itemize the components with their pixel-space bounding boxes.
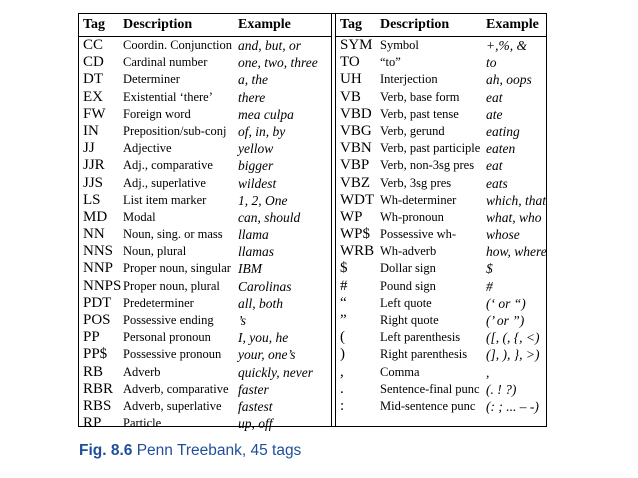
tag-cell: WRB: [340, 243, 375, 260]
tag-cell: VB: [340, 88, 361, 105]
example-cell: yellow: [238, 141, 274, 157]
description-cell: Predeterminer: [123, 295, 194, 310]
example-cell: (: ; ... – -): [486, 398, 539, 414]
table-right-half: [335, 14, 546, 426]
tag-cell: UH: [340, 71, 362, 88]
tag-cell: PP$: [83, 346, 108, 363]
tag-cell: PDT: [83, 294, 112, 311]
caption-label: Fig. 8.6: [79, 442, 133, 459]
example-cell: and, but, or: [238, 38, 302, 53]
example-cell: how, where: [486, 244, 547, 260]
header-tag: Tag: [340, 17, 363, 32]
table-row: [79, 295, 331, 312]
example-cell: a, the: [238, 72, 268, 88]
example-cell: ,: [486, 364, 490, 380]
table-row: [336, 140, 546, 157]
description-cell: Left quote: [380, 295, 432, 310]
tag-cell: ”: [340, 312, 347, 328]
description-cell: Noun, sing. or mass: [123, 227, 223, 242]
table-row: [79, 209, 331, 226]
description-cell: Adjective: [123, 141, 172, 156]
table-row: [79, 398, 331, 415]
example-cell: llamas: [238, 244, 275, 260]
description-cell: Verb, past tense: [380, 106, 459, 121]
example-cell: one, two, three: [238, 55, 318, 71]
table-row: [336, 295, 546, 312]
figure-caption: [79, 442, 301, 460]
description-cell: Mid-sentence punc: [380, 398, 476, 413]
example-cell: Carolinas: [238, 278, 292, 294]
example-cell: ([, (, {, <): [486, 330, 540, 346]
tag-cell: NNS: [83, 243, 114, 260]
example-cell: of, in, by: [238, 123, 286, 139]
description-cell: Particle: [123, 416, 162, 431]
description-cell: Personal pronoun: [123, 330, 211, 345]
example-cell: (’ or ”): [486, 313, 525, 328]
example-cell: ah, oops: [486, 72, 532, 88]
description-cell: Possessive wh-: [380, 227, 457, 242]
tag-cell: VBP: [340, 157, 370, 174]
tag-cell: #: [340, 277, 348, 294]
table-row: [336, 157, 546, 174]
tag-cell: VBZ: [340, 174, 370, 191]
tag-cell: NNP: [83, 260, 114, 277]
description-cell: Wh-determiner: [380, 192, 457, 207]
description-cell: Adverb, comparative: [123, 381, 229, 396]
table-row: [79, 175, 331, 192]
description-cell: Determiner: [123, 72, 180, 87]
table-header-left: [79, 14, 331, 37]
table-row: [79, 364, 331, 381]
table-row: [336, 243, 546, 260]
description-cell: Preposition/sub-conj: [123, 123, 227, 138]
example-cell: eat: [486, 89, 503, 105]
tag-cell: EX: [83, 88, 103, 105]
description-cell: Wh-pronoun: [380, 209, 444, 224]
example-cell: fastest: [238, 398, 273, 414]
example-cell: llama: [238, 227, 269, 243]
description-cell: Adverb, superlative: [123, 398, 222, 413]
tag-cell: NNPS: [83, 277, 122, 294]
table-row: [336, 175, 546, 192]
example-cell: up, off: [238, 416, 273, 432]
table-row: [336, 278, 546, 295]
example-cell: can, should: [238, 209, 301, 225]
tag-cell: FW: [83, 105, 106, 122]
example-cell: (‘ or “): [486, 295, 526, 311]
tag-cell: “: [340, 294, 347, 311]
example-cell: to: [486, 55, 497, 71]
caption-text: Penn Treebank, 45 tags: [136, 442, 302, 459]
table-row: [336, 106, 546, 123]
tag-cell: JJR: [83, 157, 105, 174]
table-row: [336, 398, 546, 415]
description-cell: Possessive ending: [123, 313, 214, 327]
table-row: [79, 415, 331, 432]
example-cell: ’s: [238, 313, 247, 328]
example-cell: bigger: [238, 158, 274, 174]
table-row: [336, 260, 546, 277]
tag-cell: NN: [83, 226, 105, 243]
table-row: [79, 346, 331, 363]
header-example: Example: [486, 17, 539, 32]
tag-cell: CC: [83, 37, 104, 53]
description-cell: Pound sign: [380, 278, 436, 293]
example-cell: IBM: [238, 261, 262, 277]
tag-cell: (: [340, 329, 345, 346]
description-cell: Proper noun, plural: [123, 278, 220, 293]
description-cell: Comma: [380, 364, 420, 379]
header-tag: Tag: [83, 17, 106, 32]
table-row: [336, 71, 546, 88]
table-row: [336, 226, 546, 243]
tag-cell: CD: [83, 54, 104, 71]
tag-cell: $: [340, 260, 348, 277]
example-cell: quickly, never: [238, 364, 313, 380]
table-header-right: [336, 14, 546, 37]
description-cell: Right parenthesis: [380, 347, 468, 362]
tag-cell: JJ: [83, 140, 95, 157]
table-row: [336, 37, 546, 54]
tag-cell: TO: [340, 54, 360, 71]
header-description: Description: [123, 17, 193, 32]
example-cell: +,%, &: [486, 38, 527, 53]
tag-cell: WP$: [340, 226, 370, 243]
table-row: [79, 226, 331, 243]
table-row: [79, 54, 331, 71]
tag-cell: SYM: [340, 37, 373, 53]
description-cell: Wh-adverb: [380, 244, 437, 259]
example-cell: (. ! ?): [486, 381, 517, 397]
header-example: Example: [238, 17, 291, 32]
tag-cell: PP: [83, 329, 100, 346]
table-row: [336, 346, 546, 363]
description-cell: Left parenthesis: [380, 330, 461, 345]
tag-cell: ,: [340, 363, 344, 380]
description-cell: Modal: [123, 209, 156, 224]
tag-cell: LS: [83, 191, 101, 208]
example-cell: eats: [486, 175, 508, 191]
table-row: [336, 54, 546, 71]
table-row: [79, 140, 331, 157]
example-cell: ate: [486, 106, 503, 122]
example-cell: which, that: [486, 192, 546, 208]
table-row: [79, 157, 331, 174]
description-cell: Verb, gerund: [380, 123, 445, 138]
description-cell: Dollar sign: [380, 261, 436, 276]
example-cell: eating: [486, 123, 520, 139]
table-row: [336, 192, 546, 209]
tag-cell: JJS: [83, 174, 104, 191]
tag-cell: POS: [83, 312, 111, 328]
example-cell: (], ), }, >): [486, 347, 540, 363]
example-cell: eat: [486, 158, 503, 174]
table-row: [336, 312, 546, 329]
example-cell: whose: [486, 227, 520, 243]
example-cell: #: [486, 278, 493, 294]
description-cell: Verb, 3sg pres: [380, 175, 452, 190]
description-cell: Sentence-final punc: [380, 381, 480, 396]
table-row: [79, 192, 331, 209]
table-row: [79, 260, 331, 277]
description-cell: Possessive pronoun: [123, 347, 222, 362]
tag-cell: RP: [83, 415, 102, 432]
description-cell: Verb, base form: [380, 89, 460, 104]
tag-cell: DT: [83, 71, 103, 88]
table-row: [336, 329, 546, 346]
tag-cell: RB: [83, 363, 104, 380]
example-cell: I, you, he: [238, 330, 289, 346]
description-cell: Verb, past participle: [380, 141, 481, 156]
tag-cell: MD: [83, 208, 108, 225]
description-cell: “to”: [380, 55, 401, 70]
table-row: [79, 71, 331, 88]
tag-cell: VBD: [340, 105, 372, 122]
example-cell: your, one’s: [238, 347, 296, 363]
description-cell: Verb, non-3sg pres: [380, 158, 475, 173]
example-cell: eaten: [486, 141, 516, 157]
description-cell: Interjection: [380, 72, 438, 87]
example-cell: $: [486, 261, 493, 277]
tag-cell: :: [340, 397, 345, 414]
table-row: [336, 381, 546, 398]
table-row: [336, 89, 546, 106]
example-cell: what, who: [486, 209, 542, 225]
table-left-half: [79, 14, 332, 432]
example-cell: 1, 2, One: [238, 192, 288, 208]
description-cell: Adj., superlative: [123, 175, 206, 190]
description-cell: Noun, plural: [123, 244, 187, 259]
table-row: [79, 37, 331, 54]
example-cell: all, both: [238, 295, 284, 311]
table-row: [79, 123, 331, 140]
tag-cell: RBS: [83, 397, 112, 414]
example-cell: faster: [238, 381, 269, 397]
table-row: [79, 89, 331, 106]
tagset-table: [78, 13, 547, 432]
table-row: [79, 278, 331, 295]
description-cell: Proper noun, singular: [123, 261, 231, 276]
table-rows-left: [79, 37, 331, 432]
description-cell: Coordin. Conjunction: [123, 38, 233, 52]
table-row: [336, 123, 546, 140]
table-rows-right: [336, 37, 546, 426]
description-cell: Foreign word: [123, 106, 191, 121]
table-row: [336, 364, 546, 381]
description-cell: Adverb: [123, 364, 161, 379]
description-cell: Existential ‘there’: [123, 89, 213, 104]
header-description: Description: [380, 17, 450, 32]
tag-cell: IN: [83, 122, 99, 139]
description-cell: Adj., comparative: [123, 158, 213, 173]
tag-cell: VBG: [340, 122, 372, 139]
tag-cell: .: [340, 380, 344, 397]
table-row: [79, 312, 331, 329]
tag-cell: WDT: [340, 191, 375, 208]
tag-cell: VBN: [340, 140, 372, 157]
description-cell: Right quote: [380, 313, 439, 327]
table-row: [336, 209, 546, 226]
table-row: [79, 329, 331, 346]
tag-cell: WP: [340, 208, 363, 225]
tag-cell: ): [340, 346, 345, 363]
table-row: [79, 106, 331, 123]
example-cell: there: [238, 89, 266, 105]
description-cell: List item marker: [123, 192, 207, 207]
example-cell: mea culpa: [238, 106, 294, 122]
table-row: [79, 243, 331, 260]
tag-cell: RBR: [83, 380, 114, 397]
table-row: [79, 381, 331, 398]
description-cell: Symbol: [380, 38, 419, 52]
description-cell: Cardinal number: [123, 55, 208, 70]
example-cell: wildest: [238, 175, 277, 191]
